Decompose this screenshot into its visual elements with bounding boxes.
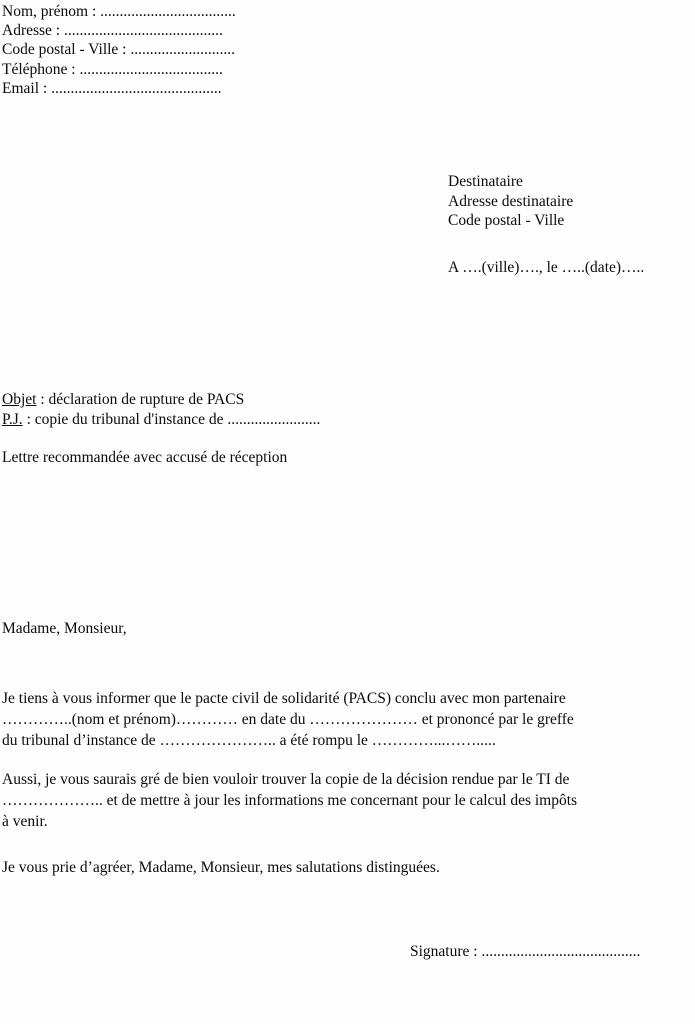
paragraph-1-line-2: …………..(nom et prénom)………… en date du ………………… et prononcé par le greffe [2, 711, 574, 728]
objet-text: : déclaration de rupture de PACS [36, 391, 245, 408]
pj-text: : copie du tribunal d'instance de ........................ [22, 411, 321, 428]
sender-name-line: Nom, prénom : ................................... [2, 3, 236, 20]
recipient-postcode-line: Code postal - Ville [448, 212, 565, 229]
paragraph-2-line-3: à venir. [2, 813, 48, 830]
sender-email-line: Email : ............................................ [2, 79, 222, 97]
paragraph-1-line-3: du tribunal d’instance de ………………….. a été rompu le …………...……..... [2, 732, 496, 749]
salutation-line: Madame, Monsieur, [2, 620, 127, 637]
sender-address-block [2, 2, 236, 98]
closing-salutation-line: Je vous prie d’agréer, Madame, Monsieur, mes salutations distinguées. [2, 859, 440, 876]
objet-label: Objet [2, 391, 37, 408]
subject-block [2, 390, 320, 430]
pj-label: P.J. [2, 411, 23, 428]
paragraph-1-line-1: Je tiens à vous informer que le pacte civil de solidarité (PACS) conclu avec mon partenaire [2, 690, 566, 707]
signature-line: Signature : ......................................... [410, 943, 641, 960]
pj-line [2, 410, 320, 430]
objet-line [2, 390, 320, 410]
recipient-address-line: Adresse destinataire [448, 192, 574, 210]
sender-address-line: Adresse : ......................................... [2, 22, 223, 40]
paragraph-2-line-2: ……………….. et de mettre à jour les informations me concernant pour le calcul des impôts [2, 792, 578, 809]
registered-mail-line: Lettre recommandée avec accusé de réception [2, 449, 288, 466]
recipient-address-block [448, 172, 573, 231]
body-paragraph-1 [2, 688, 693, 751]
sender-postcode-line: Code postal - Ville : ........................... [2, 41, 235, 59]
place-and-date-line: A ….(ville)…., le …..(date)….. [448, 259, 645, 276]
paragraph-2-line-1: Aussi, je vous saurais gré de bien vouloir trouver la copie de la décision rendue par le TI de [2, 771, 570, 788]
recipient-name-line: Destinataire [448, 173, 523, 190]
sender-phone-line: Téléphone : ..................................... [2, 60, 223, 78]
body-paragraph-2 [2, 769, 693, 832]
